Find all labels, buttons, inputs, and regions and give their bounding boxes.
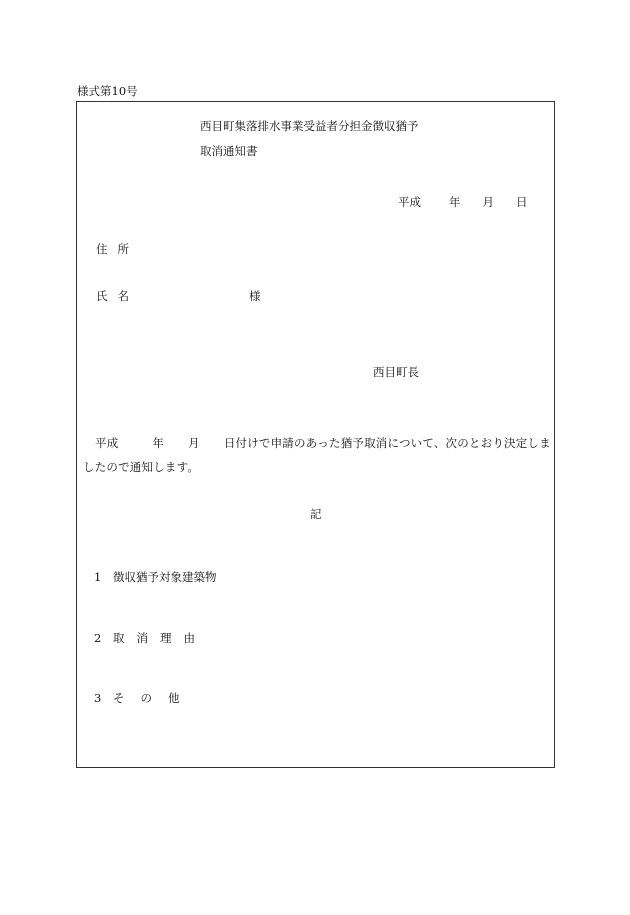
date-era: 平成 [398,195,421,209]
list-item [94,693,196,705]
notice-body [83,431,553,479]
issue-date [398,197,528,209]
date-day-unit: 日 [516,195,528,209]
name-label: 氏名 [96,289,139,303]
body-era: 平成 [95,436,119,450]
list-item [94,633,207,645]
item-label: 取消理由 [113,631,207,645]
body-month-unit: 月 [188,436,200,450]
document-title-line1: 西目町集落排水事業受益者分担金徴収猶予 [200,119,419,133]
date-year-unit: 年 [449,195,461,209]
list-item [94,572,217,584]
item-number: 3 [94,691,102,705]
issuer-name: 西目町長 [373,365,419,379]
item-label: その他 [113,691,196,705]
honorific: 様 [249,289,261,303]
address-label: 住所 [96,242,139,256]
body-text: 日付けで申請のあった猶予取消について、次のとおり決定しましたので通知します。 [83,436,551,474]
item-number: 2 [94,631,102,645]
body-year-unit: 年 [152,436,165,450]
item-label: 徴収猶予対象建築物 [113,570,217,584]
item-number: 1 [94,570,102,584]
form-number: 様式第10号 [77,84,138,98]
date-month-unit: 月 [482,195,494,209]
ki-heading: 記 [310,507,322,521]
document-title-line2: 取消通知書 [200,144,258,158]
